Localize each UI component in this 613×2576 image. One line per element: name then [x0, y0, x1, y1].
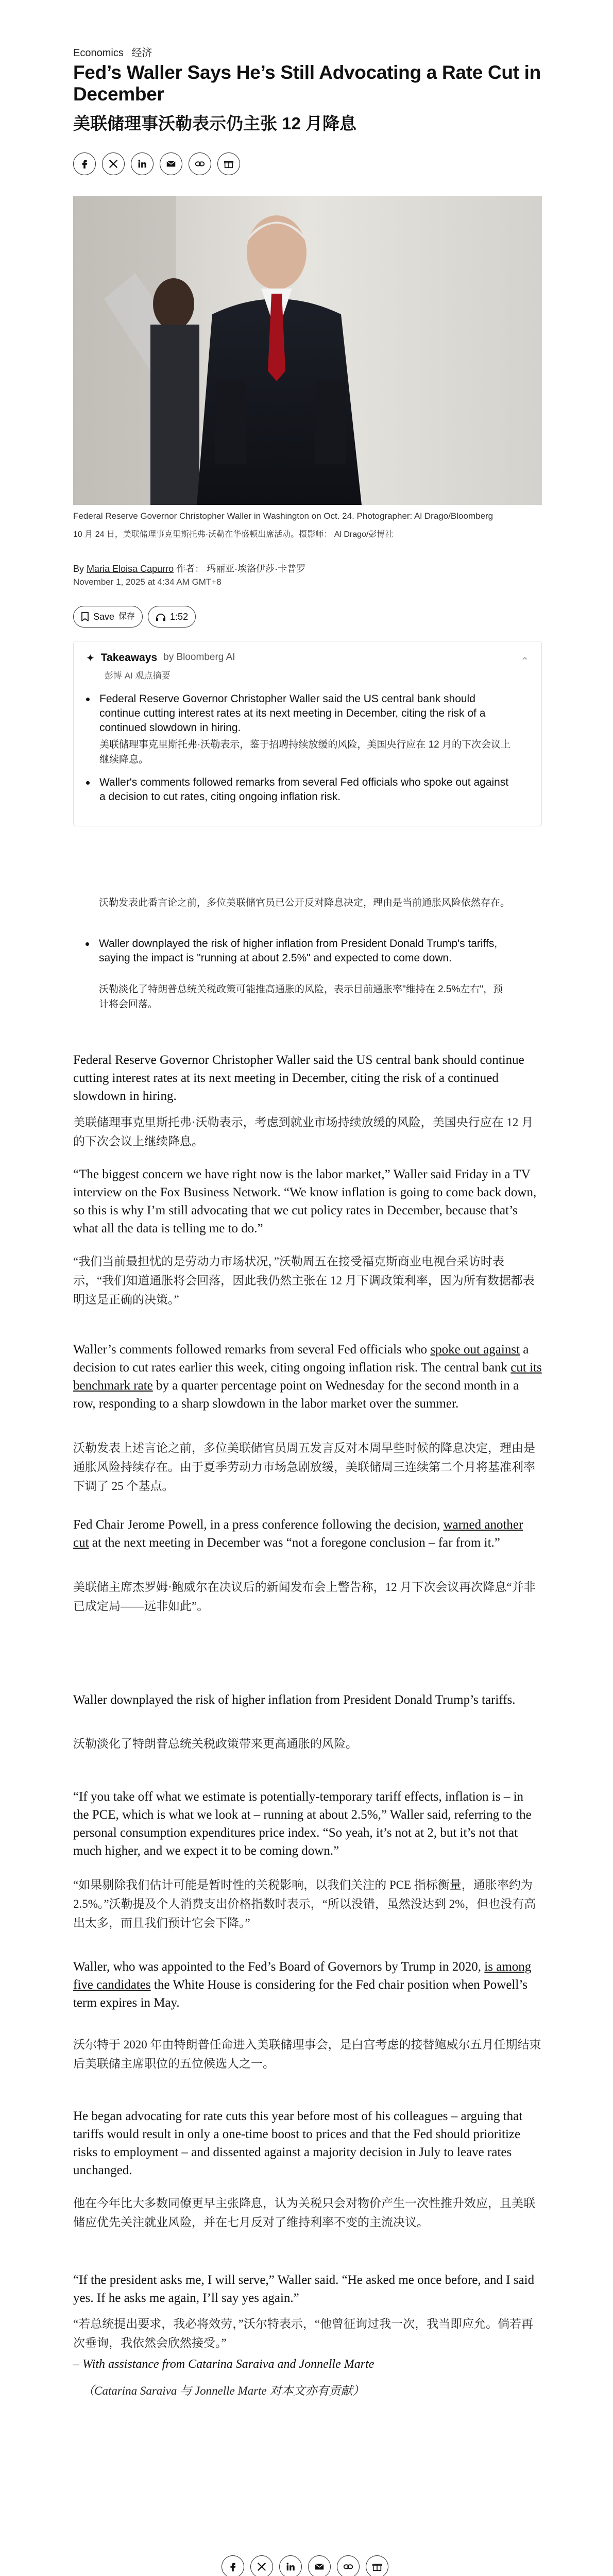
article-paragraph-zh: “若总统提出要求，我必将效劳，”沃尔特表示，“他曾征询过我一次，我当即应允。倘若再次垂询，我依然会欣然接受。”: [73, 2317, 534, 2349]
email-icon[interactable]: [160, 152, 182, 175]
takeaways-panel: [73, 641, 542, 826]
email-icon[interactable]: [308, 2555, 331, 2576]
save-label-zh: 保存: [118, 612, 135, 621]
save-button[interactable]: [73, 606, 143, 628]
takeaway-item-zh: 沃勒发表此番言论之前，多位美联储官员已公开反对降息决定，理由是当前通胀风险依然存在。: [99, 897, 510, 908]
takeaways-title: Takeaways: [100, 652, 158, 664]
x-icon[interactable]: [250, 2555, 273, 2576]
text-span: Waller’s comments followed remarks from several Fed officials who: [73, 1343, 431, 1357]
headphones-icon: [156, 612, 166, 621]
article-paragraph: “If the president asks me, I will serve,” Waller said. “He asked me once before, and I said yes. If he asks me again, I’ll say yes again.”: [73, 2273, 535, 2305]
listen-button[interactable]: [148, 606, 196, 628]
section-label-zh: 经济: [131, 47, 152, 59]
byline-prefix: By: [73, 564, 84, 574]
headline-zh: 美联储理事沃勒表示仍主张 12 月降息: [73, 114, 357, 133]
article-paragraph-zh: 美联储理事克里斯托弗·沃勒表示，考虑到就业市场持续放缓的风险，美国央行应在 12 月的下次会议上继续降息。: [73, 1116, 534, 1148]
article-actions: [73, 606, 196, 628]
cut-benchmark-rate-link[interactable]: cut its benchmark rate: [73, 1361, 542, 1393]
text-span: the White House is considering for the Fed chair position when Powell’s term expires in May.: [73, 1978, 527, 2010]
article-paragraph: [73, 1958, 542, 2012]
takeaway-item: Federal Reserve Governor Christopher Waller said the US central bank should continue cutting interest rates at its next meeting in December, citing the risk of a continued slowdown in hiring.: [99, 692, 512, 735]
text-span: at the next meeting in December was “not a foregone conclusion – far from it.”: [89, 1536, 500, 1550]
share-bar: [73, 152, 240, 175]
share-bar-bottom: [222, 2555, 388, 2576]
listen-duration: 1:52: [170, 611, 189, 622]
takeaways-by: by Bloomberg AI: [163, 652, 235, 663]
article-paragraph: He began advocating for rate cuts this year before most of his colleagues – arguing that tariffs would result in only a one-time boost to prices and that the Fed should prioritize risks to employment – and dissented against a majority decision in July to leave rates unchanged.: [73, 2109, 523, 2177]
chevron-up-icon[interactable]: ⌃: [520, 656, 529, 667]
article-paragraph: Waller downplayed the risk of higher inflation from President Donald Trump’s tariffs.: [73, 1693, 516, 1707]
article-paragraph-zh: “我们当前最担忧的是劳动力市场状况，”沃勒周五在接受福克斯商业电视台采访时表示，“我们知道通胀将会回落，因此我仍然主张在 12 月下调政策利率，因为所有数据都表明这是正确的决策。”: [73, 1255, 535, 1306]
takeaways-subtitle-zh: 彭博 AI 观点摘要: [105, 671, 171, 681]
author-link[interactable]: Maria Eloisa Capurro: [87, 564, 174, 574]
save-label: Save: [93, 611, 115, 622]
text-span: a decision to cut rates earlier this week, citing ongoing inflation risk. The central bank: [73, 1343, 529, 1375]
article-paragraph: [73, 1516, 542, 1552]
five-candidates-link[interactable]: is among five candidates: [73, 1960, 532, 1992]
article-paragraph: Federal Reserve Governor Christopher Waller said the US central bank should continue cutting interest rates at its next meeting in December, citing the risk of a continued slowdown in hiring.: [73, 1053, 524, 1103]
takeaways-header[interactable]: [86, 652, 235, 665]
takeaway-item: Waller downplayed the risk of higher inflation from President Donald Trump's tariffs, saying the impact is "running at about 2.5%" and expected to come down.: [99, 937, 511, 965]
sparkle-icon: ✦: [86, 653, 95, 664]
publish-date: November 1, 2025 at 4:34 AM GMT+8: [73, 577, 222, 587]
article-paragraph-zh: 沃勒淡化了特朗普总统关税政策带来更高通胀的风险。: [73, 1737, 357, 1750]
takeaway-item-zh: 沃勒淡化了特朗普总统关税政策可能推高通胀的风险，表示目前通胀率"维持在 2.5%左右"，预计将会回落。: [99, 984, 503, 1010]
headline: Fed’s Waller Says He’s Still Advocating a Rate Cut in December: [73, 62, 541, 105]
byline-zh: 作者： 玛丽亚·埃洛伊莎·卡普罗: [176, 564, 306, 574]
photo-caption: Federal Reserve Governor Christopher Waller in Washington on Oct. 24. Photographer: Al Drago/Bloomberg: [73, 511, 493, 521]
article-paragraph-zh: 美联储主席杰罗姆·鲍威尔在决议后的新闻发布会上警告称，12 月下次会议再次降息“并非已成定局——远非如此”。: [73, 1581, 536, 1613]
article-paragraph-zh: 沃勒发表上述言论之前，多位美联储官员周五发言反对本周早些时候的降息决定，理由是通胀风险持续存在。由于夏季劳动力市场急剧放缓，美联储周三连续第二个月将基准利率下调了 25 个基点。: [73, 1442, 535, 1493]
photo-caption-zh: 10 月 24 日，美联储理事克里斯托弗·沃勒在华盛顿出席活动。摄影师： Al Drago/彭博社: [73, 530, 394, 539]
text-span: Waller, who was appointed to the Fed’s Board of Governors by Trump in 2020,: [73, 1960, 485, 1974]
takeaway-item: Waller's comments followed remarks from several Fed officials who spoke out against a decision to cut rates, citing ongoing inflation risk.: [99, 775, 512, 804]
section-label[interactable]: [73, 44, 542, 59]
hero-photo: [73, 196, 542, 505]
linkedin-icon[interactable]: [279, 2555, 302, 2576]
article-paragraph: [73, 1341, 542, 1413]
section-label-en[interactable]: Economics: [73, 47, 124, 59]
spoke-out-against-link[interactable]: spoke out against: [430, 1343, 520, 1357]
gift-icon[interactable]: [217, 152, 240, 175]
takeaway-item-zh: 美联储理事克里斯托弗·沃勒表示，鉴于招聘持续放缓的风险，美国央行应在 12 月的下次会议上继续降息。: [99, 739, 511, 765]
article-paragraph-zh: 他在今年比大多数同僚更早主张降息，认为关税只会对物价产生一次性推升效应，且美联储应优先关注就业风险，并在七月反对了维持利率不变的主流决议。: [73, 2197, 535, 2229]
gift-icon[interactable]: [366, 2555, 388, 2576]
linkedin-icon[interactable]: [131, 152, 154, 175]
text-span: by a quarter percentage point on Wednesday for the second month in a row, responding to a sharp slowdown in the labor market over the summer.: [73, 1379, 519, 1411]
x-icon[interactable]: [102, 152, 125, 175]
link-icon[interactable]: [337, 2555, 360, 2576]
bookmark-icon: [81, 612, 89, 621]
warned-another-cut-link[interactable]: warned another cut: [73, 1518, 523, 1550]
link-icon[interactable]: [189, 152, 211, 175]
article-paragraph: “The biggest concern we have right now is the labor market,” Waller said Friday in a TV interview on the Fox Business Network. “We know inflation is going to come back down, so this is why I’m still advocating that we cut policy rates in December, because that’s what all the data is telling me to do.”: [73, 1167, 537, 1235]
facebook-icon[interactable]: [73, 152, 96, 175]
facebook-icon[interactable]: [222, 2555, 244, 2576]
article-paragraph-zh: 沃尔特于 2020 年由特朗普任命进入美联储理事会，是白宫考虑的接替鲍威尔五月任期结束后美联储主席职位的五位候选人之一。: [73, 2038, 541, 2070]
text-span: Fed Chair Jerome Powell, in a press conference following the decision,: [73, 1518, 444, 1532]
article-paragraph-zh: “如果剔除我们估计可能是暂时性的关税影响，以我们关注的 PCE 指标衡量，通胀率约为 2.5%。”沃勒提及个人消费支出价格指数时表示，“所以没错，虽然没达到 2%，但也没有高出太多，而且我们预计它会下降。”: [73, 1878, 536, 1929]
article-paragraph: “If you take off what we estimate is potentially-temporary tariff effects, inflation is – in the PCE, which is what we look at – running at about 2.5%,” Waller said, referring to the personal consumption expenditures price index. “So yeah, it’s not at 2, but it’s not that much higher, and we expect it to be coming down.”: [73, 1790, 532, 1858]
contributor-credit: – With assistance from Catarina Saraiva and Jonnelle Marte: [73, 2358, 374, 2371]
contributor-credit-zh: （Catarina Saraiva 与 Jonnelle Marte 对本文亦有贡献）: [82, 2384, 365, 2397]
byline: [73, 562, 542, 575]
